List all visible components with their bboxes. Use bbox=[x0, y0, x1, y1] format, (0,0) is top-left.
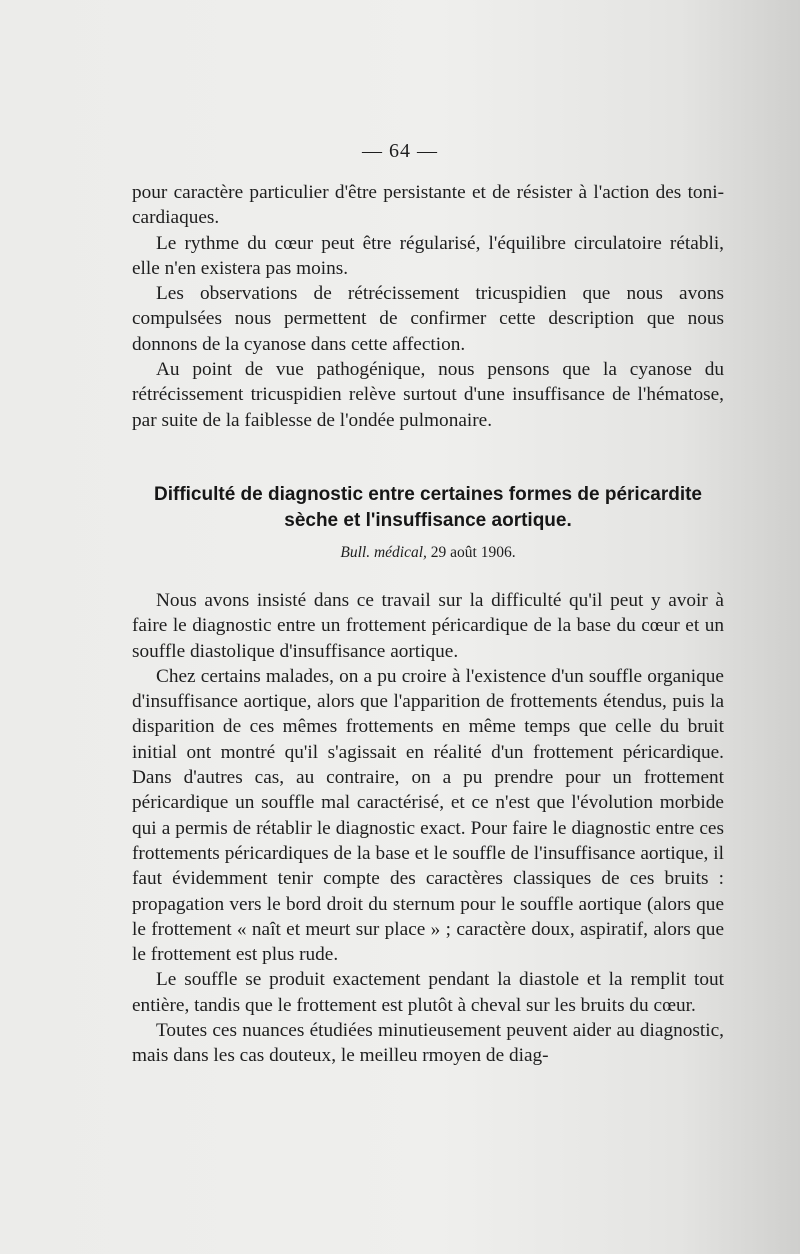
source-journal: Bull. médical, bbox=[340, 544, 427, 561]
source-citation bbox=[132, 544, 724, 562]
section-heading bbox=[132, 482, 724, 534]
body-text-block bbox=[132, 588, 724, 1069]
section-title-line-2: sèche et l'insuffisance aortique. bbox=[284, 510, 572, 531]
paragraph: Le rythme du cœur peut être régularisé, l'équilibre circulatoire rétabli, elle n'en existera pas moins. bbox=[132, 232, 724, 279]
intro-text-block bbox=[132, 180, 724, 433]
paragraph: Au point de vue pathogénique, nous pensons que la cyanose du rétrécissement tricuspidien relève surtout d'une insuffisance de l'hématose, par suite de la faiblesse de l'ondée pulmonaire. bbox=[132, 359, 724, 431]
section-title-line-1: Difficulté de diagnostic entre certaines formes de péricardite bbox=[154, 484, 702, 505]
paragraph: Toutes ces nuances étudiées minutieusement peuvent aider au diagnostic, mais dans les cas douteux, le meilleu rmoyen de diag- bbox=[132, 1020, 724, 1067]
paragraph: Nous avons insisté dans ce travail sur la difficulté qu'il peut y avoir à faire le diagnostic entre un frottement péricardique de la base du cœur et un souffle diastolique d'insuffisance aortique. bbox=[132, 590, 724, 662]
source-date: 29 août 1906. bbox=[430, 544, 516, 561]
page-number: — 64 — bbox=[362, 140, 438, 162]
paragraph: pour caractère particulier d'être persistante et de résister à l'action des toni-cardiaques. bbox=[132, 182, 724, 229]
paragraph: Le souffle se produit exactement pendant la diastole et la remplit tout entière, tandis que le frottement est plutôt à cheval sur les bruits du cœur. bbox=[132, 969, 724, 1016]
paragraph: Les observations de rétrécissement tricuspidien que nous avons compulsées nous permettent de confirmer cette description que nous donnons de la cyanose dans cette affection. bbox=[132, 283, 724, 355]
paragraph: Chez certains malades, on a pu croire à l'existence d'un souffle organique d'insuffisance aortique, alors que l'apparition de frottements étendus, puis la disparition de ces mêmes frottements en même temps que celle du bruit initial ont montré qu'il s'agissait en réalité d'un frottement péricardique. Dans d'autres cas, au contraire, on a pu prendre pour un frottement péricardique un souffle mal caractérisé, et ce n'est que l'évolution morbide qui a permis de rétablir le diagnostic exact. Pour faire le diagnostic entre ces frottements péricardiques de la base et le souffle de l'insuffisance aortique, il faut évidemment tenir compte des caractères classiques de ces bruits : propagation vers le bord droit du sternum pour le souffle aortique (alors que le frottement « naît et meurt sur place » ; caractère doux, aspiratif, alors que le frottement est plus rude. bbox=[132, 665, 724, 966]
